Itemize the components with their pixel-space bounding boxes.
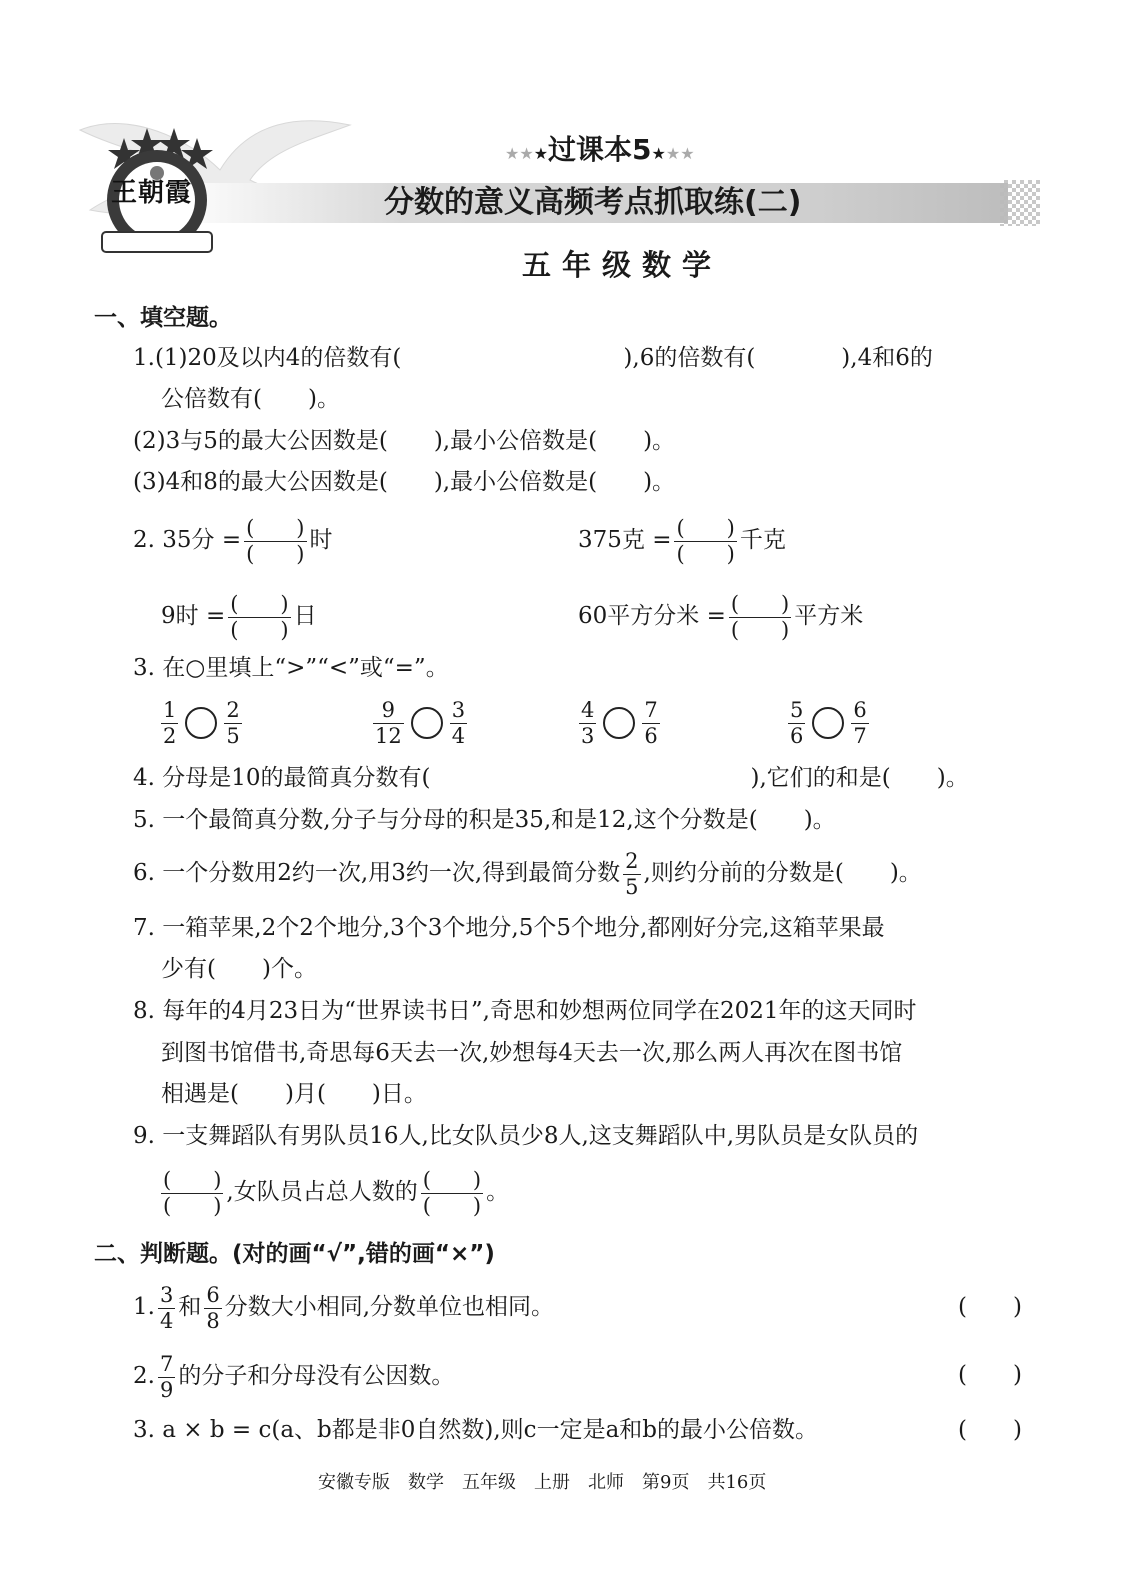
judge-q3: 3. a × b = c(a、b都是非0自然数),则c一定是a和b的最小公倍数。 [133, 1417, 819, 1443]
q3-pair-2: $\frac{9}{12}$ $\frac{3}{4}$ [375, 697, 466, 748]
q2-item-d: 60平方分米 = $\frac{( )}{( )}$ 平方米 [578, 591, 864, 642]
series-title: ★★★过课本5★★★ [505, 133, 695, 166]
compare-circle[interactable] [603, 707, 635, 739]
q1-line3: (2)3与5的最大公因数是( ),最小公倍数是( )。 [133, 428, 676, 454]
q9-line1: 9. 一支舞蹈队有男队员16人,比女队员少8人,这支舞蹈队中,男队员是女队员的 [133, 1123, 919, 1149]
judge-q1: 1. $\frac{3}{4}$ 和 $\frac{6}{8}$ 分数大小相同,分数单位也相同。 [133, 1282, 555, 1333]
q2-item-c: 9时 = $\frac{( )}{( )}$ 日 [161, 591, 317, 642]
q3-text: 3. 在○里填上“>”“<”或“=”。 [133, 655, 449, 681]
page-footer: 安徽专版 数学 五年级 上册 北师 第9页 共16页 [318, 1472, 767, 1493]
q3-pair-4: $\frac{5}{6}$ $\frac{6}{7}$ [790, 697, 867, 748]
judge-q2: 2. $\frac{7}{9}$ 的分子和分母没有公因数。 [133, 1351, 455, 1402]
judge-paren-3[interactable]: ( ) [958, 1417, 1022, 1443]
judge-paren-1[interactable]: ( ) [958, 1294, 1022, 1320]
q7-line1: 7. 一箱苹果,2个2个地分,3个3个地分,5个5个地分,都刚好分完,这箱苹果最 [133, 915, 885, 941]
q4-text: 4. 分母是10的最简真分数有( ),它们的和是( )。 [133, 765, 969, 791]
compare-circle[interactable] [185, 707, 217, 739]
q3-pair-1: $\frac{1}{2}$ $\frac{2}{5}$ [163, 697, 240, 748]
q1-line1: 1.(1)20及以内4的倍数有( ),6的倍数有( ),4和6的 [133, 345, 933, 371]
blank-fraction: $\frac{( )}{( )}$ [730, 591, 790, 642]
q8-line3: 相遇是( )月( )日。 [161, 1081, 427, 1107]
q3-pair-3: $\frac{4}{3}$ $\frac{7}{6}$ [581, 697, 658, 748]
blank-fraction: $\frac{( )}{( )}$ [246, 515, 305, 566]
q8-line2: 到图书馆借书,奇思每6天去一次,妙想每4天去一次,那么两人再次在图书馆 [161, 1040, 903, 1066]
q6-text: 6. 一个分数用2约一次,用3约一次,得到最简分数 $\frac{2}{5}$ ,则约分前的分数是( )。 [133, 848, 922, 899]
q1-line4: (3)4和8的最大公因数是( ),最小公倍数是( )。 [133, 469, 676, 495]
q2-item-a: 2. 35分 = $\frac{( )}{( )}$ 时 [133, 515, 333, 566]
q2-item-b: 375克 = $\frac{( )}{( )}$ 千克 [578, 515, 786, 566]
section1-title: 一、填空题。 [94, 305, 232, 331]
star-icon: ★ [533, 144, 549, 163]
blank-fraction: $\frac{( )}{( )}$ [422, 1167, 482, 1218]
compare-circle[interactable] [812, 707, 844, 739]
q1-line2: 公倍数有( )。 [161, 386, 340, 412]
logo-text: 王朝霞 [111, 178, 193, 208]
q7-line2: 少有( )个。 [161, 956, 317, 982]
blank-fraction: $\frac{( )}{( )}$ [676, 515, 735, 566]
star-icon: ★★ [665, 144, 695, 163]
subtitle: 五年级数学 [522, 248, 723, 282]
q5-text: 5. 一个最简真分数,分子与分母的积是35,和是12,这个分数是( )。 [133, 807, 836, 833]
compare-circle[interactable] [411, 707, 443, 739]
star-icon: ★ [651, 144, 666, 163]
q8-line1: 8. 每年的4月23日为“世界读书日”,奇思和妙想两位同学在2021年的这天同时 [133, 998, 917, 1024]
star-icon: ★★ [505, 144, 534, 163]
blank-fraction: $\frac{( )}{( )}$ [163, 1167, 222, 1218]
blank-fraction: $\frac{( )}{( )}$ [230, 591, 289, 642]
checker-decoration [1000, 180, 1040, 226]
main-title: 分数的意义高频考点抓取练(二) [384, 185, 802, 220]
judge-paren-2[interactable]: ( ) [958, 1362, 1022, 1388]
q9-line2: $\frac{( )}{( )}$ ,女队员占总人数的 $\frac{( )}{( )}$ 。 [163, 1167, 510, 1218]
section2-title: 二、判断题。(对的画“√”,错的画“×”) [94, 1241, 495, 1267]
